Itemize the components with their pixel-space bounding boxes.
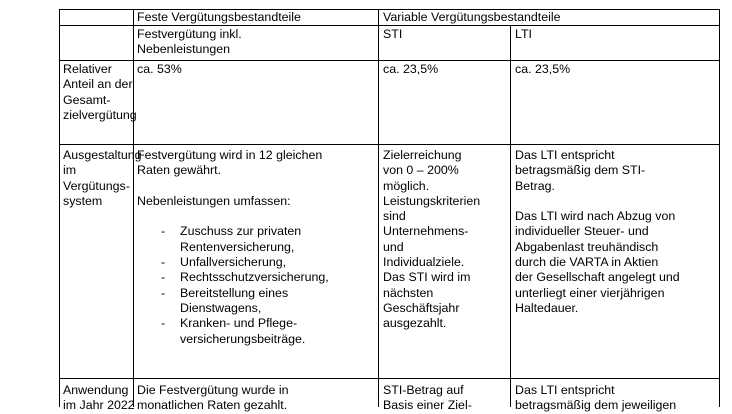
- label-line: Vergütungs-: [63, 178, 130, 193]
- column-divider: [59, 9, 60, 407]
- application-line: Die Festvergütung wurde in: [137, 383, 289, 397]
- list-item-line: Zuschuss zur privaten: [180, 224, 302, 239]
- label-line: Gesamt-: [63, 92, 111, 107]
- list-item: [137, 270, 329, 285]
- paragraph-gap: [515, 194, 680, 209]
- sti-line: nächsten: [383, 285, 434, 300]
- lti-line: unterliegt einer vierjährigen: [515, 285, 665, 300]
- list-item-line: Rentenversicherung,: [180, 239, 295, 254]
- subheader-sti: [383, 27, 402, 42]
- label-line: Anteil an der: [63, 77, 133, 92]
- header-bottom-border: [59, 60, 720, 61]
- lti-line: Das LTI wird nach Abzug von: [515, 209, 676, 224]
- list-item-line: Rechtsschutzversicherung,: [180, 270, 329, 285]
- sti-line: Unternehmens-: [383, 224, 469, 239]
- label-line: Relativer: [63, 62, 112, 76]
- lti-line: individueller Steuer- und: [515, 224, 649, 239]
- header-variable-label: Variable Vergütungsbestandteile: [383, 10, 561, 24]
- lti-line: Das LTI entspricht: [515, 148, 615, 162]
- list-item: [137, 224, 329, 255]
- subheader-lti: [515, 27, 532, 42]
- share-fixed: [137, 62, 182, 77]
- design-lti: [515, 148, 680, 316]
- column-divider: [719, 9, 720, 407]
- sti-line: möglich.: [383, 178, 430, 193]
- share-sti: [383, 62, 438, 77]
- lti-line: der Gesellschaft angelegt und: [515, 270, 680, 285]
- lti-line: betragsmäßig dem STI-: [515, 163, 646, 178]
- design-fixed: [137, 148, 329, 347]
- application-line: Das LTI entspricht: [515, 383, 615, 397]
- sti-line: Individualziele.: [383, 255, 465, 270]
- row-divider: [59, 378, 720, 379]
- list-item-line: Kranken- und Pflege-: [180, 316, 298, 331]
- list-dash: -: [161, 255, 166, 270]
- label-line: system: [63, 193, 103, 208]
- list-dash: -: [161, 285, 166, 300]
- label-line: Ausgestaltung: [63, 148, 142, 162]
- label-line: im Jahr 2022: [63, 398, 135, 413]
- list-dash: -: [161, 316, 166, 331]
- sti-line: ausgezahlt.: [383, 316, 447, 331]
- sti-line: sind: [383, 209, 406, 224]
- share-lti-value: ca. 23,5%: [515, 62, 571, 76]
- sti-line: und: [383, 239, 404, 254]
- sti-line: Das STI wird im: [383, 270, 471, 285]
- column-divider: [378, 9, 379, 407]
- header-variable-components: [383, 10, 561, 25]
- application-fixed: [137, 383, 289, 414]
- application-line: betragsmäßig dem jeweiligen: [515, 398, 677, 413]
- label-line: im: [63, 163, 77, 178]
- row-label-application: [63, 383, 135, 414]
- label-line: zielvergütung: [63, 107, 137, 122]
- sti-line: Leistungskriterien: [383, 193, 481, 208]
- fixed-intro-line: Festvergütung wird in 12 gleichen: [137, 148, 323, 162]
- list-item: [137, 286, 329, 317]
- subheader-line: Nebenleistungen: [137, 42, 231, 57]
- list-dash: -: [161, 224, 166, 239]
- design-sti: [383, 148, 480, 332]
- label-line: Anwendung: [63, 383, 129, 397]
- sti-line: Zielerreichung: [383, 148, 462, 162]
- lti-line: Betrag.: [515, 178, 555, 193]
- lti-line: durch die VARTA in Aktien: [515, 255, 659, 270]
- subheader-line: Festvergütung inkl.: [137, 27, 242, 41]
- application-sti: [383, 383, 472, 414]
- header-fixed-label: Feste Vergütungsbestandteile: [137, 10, 301, 24]
- row-label-share: [63, 62, 137, 123]
- subheader-sti-label: STI: [383, 27, 403, 41]
- row-divider: [59, 144, 720, 145]
- application-line: Basis einer Ziel-: [383, 398, 472, 413]
- share-lti: [515, 62, 570, 77]
- list-item: [137, 255, 329, 270]
- subheader-fixed: [137, 27, 242, 58]
- sti-line: Geschäftsjahr: [383, 300, 460, 315]
- lti-line: Abgabenlast treuhändisch: [515, 239, 659, 254]
- list-dash: -: [161, 270, 166, 285]
- application-lti: [515, 383, 676, 414]
- share-fixed-value: ca. 53%: [137, 62, 182, 76]
- application-line: monatlichen Raten gezahlt.: [137, 398, 288, 413]
- benefits-intro: Nebenleistungen umfassen:: [137, 193, 291, 208]
- paragraph-gap: [137, 209, 329, 224]
- list-item-line: Unfallversicherung,: [180, 255, 287, 270]
- list-item-line: Bereitstellung eines: [180, 285, 289, 300]
- subheader-lti-label: LTI: [515, 27, 532, 41]
- paragraph-gap: [137, 179, 329, 194]
- list-item-line: Dienstwagens,: [180, 300, 262, 315]
- lti-line: Haltedauer.: [515, 300, 579, 315]
- row-label-design: [63, 148, 142, 209]
- header-fixed-components: [137, 10, 301, 25]
- list-item: [137, 316, 329, 347]
- fixed-intro-line: Raten gewährt.: [137, 163, 222, 178]
- application-line: STI-Betrag auf: [383, 383, 464, 397]
- list-item-line: versicherungsbeiträge.: [180, 331, 306, 346]
- share-sti-value: ca. 23,5%: [383, 62, 439, 76]
- sti-line: von 0 – 200%: [383, 163, 459, 178]
- column-divider: [510, 26, 511, 407]
